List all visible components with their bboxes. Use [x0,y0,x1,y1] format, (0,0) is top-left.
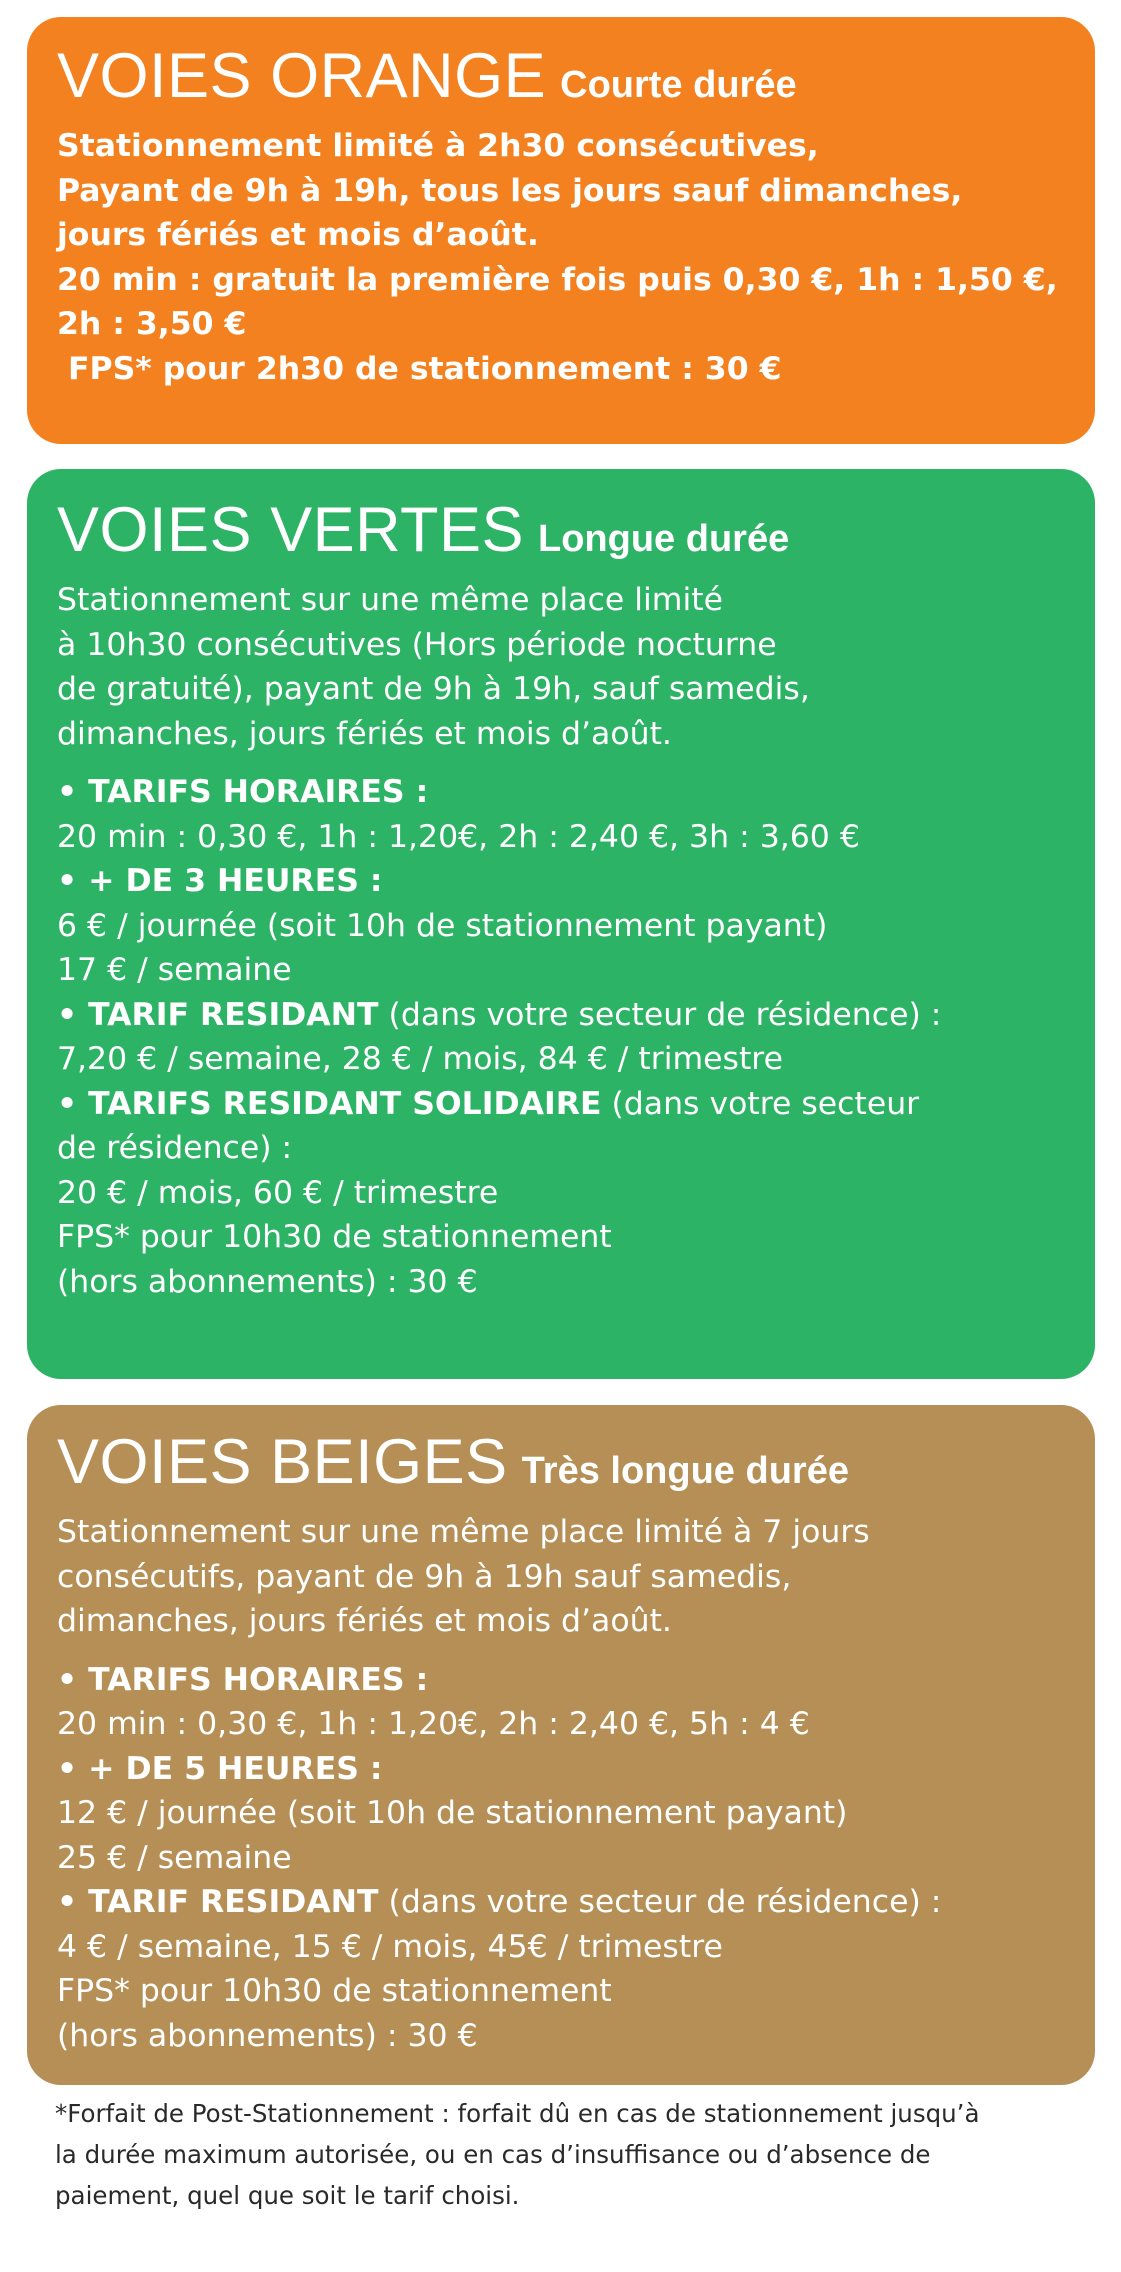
green-plus-jour: 6 € / journée (soit 10h de stationnement payant) [57,907,828,944]
beige-zone-subtitle: Très longue durée [521,1450,849,1492]
green-solidaire-tarifs: 20 € / mois, 60 € / trimestre [57,1174,499,1211]
green-zone-title: VOIES VERTES [57,495,524,565]
green-zone-intro-line: dimanches, jours fériés et mois d’août. [57,715,672,752]
orange-zone-title: VOIES ORANGE [57,41,547,111]
beige-zone-title: VOIES BEIGES [57,1427,508,1497]
orange-zone-heading [57,41,1071,111]
green-solidaire-suffix-2: de résidence) : [57,1130,293,1166]
green-solidaire-label: • TARIFS RESIDANT SOLIDAIRE [57,1085,602,1122]
orange-zone-fps: FPS* pour 2h30 de stationnement : 30 € [57,350,782,387]
beige-zone-card [27,1405,1095,2085]
green-solidaire-suffix: (dans votre secteur [601,1085,920,1122]
green-zone-intro-line: de gratuité), payant de 9h à 19h, sauf samedis, [57,671,810,707]
beige-resident-tarifs: 4 € / semaine, 15 € / mois, 45€ / trimestre [57,1928,723,1965]
orange-zone-line: 20 min : gratuit la première fois puis 0,30 €, 1h : 1,50 €, [57,261,1058,298]
green-fps-line: FPS* pour 10h30 de stationnement [57,1219,612,1255]
green-zone-heading [57,495,1071,565]
green-plus-semaine: 17 € / semaine [57,952,292,988]
beige-zone-intro-line: consécutifs, payant de 9h à 19h sauf samedis, [57,1558,792,1595]
orange-zone-line: jours fériés et mois d’août. [57,217,539,253]
beige-fps-line: FPS* pour 10h30 de stationnement [57,1973,612,2009]
footnote-line: la durée maximum autorisée, ou en cas d’insuffisance ou d’absence de [55,2140,931,2169]
beige-tarifs-horaires-label: • TARIFS HORAIRES : [57,1661,429,1698]
beige-zone-heading [57,1427,1071,1497]
beige-fps-line: (hors abonnements) : 30 € [57,2017,478,2054]
orange-zone-line: Payant de 9h à 19h, tous les jours sauf dimanches, [57,172,963,209]
green-zone-card [27,469,1095,1379]
green-tarifs-horaires-label: • TARIFS HORAIRES : [57,774,429,810]
beige-resident-suffix: (dans votre secteur de résidence) : [378,1884,942,1920]
beige-resident-label: • TARIF RESIDANT [57,1884,379,1920]
green-zone-intro-line: Stationnement sur une même place limité [57,582,723,618]
green-fps-line: (hors abonnements) : 30 € [57,1263,478,1300]
beige-zone-intro-line: dimanches, jours fériés et mois d’août. [57,1603,672,1639]
green-zone-intro-line: à 10h30 consécutives (Hors période nocturne [57,626,777,663]
green-solidaire-heading [57,1082,1071,1127]
beige-plus-heures-label: • + DE 5 HEURES : [57,1750,383,1787]
orange-zone-card [27,17,1095,444]
beige-plus-jour: 12 € / journée (soit 10h de stationnement payant) [57,1795,848,1831]
green-resident-label: • TARIF RESIDANT [57,996,379,1033]
green-tarifs-horaires: 20 min : 0,30 €, 1h : 1,20€, 2h : 2,40 €, 3h : 3,60 € [57,818,860,855]
footnote-line: paiement, quel que soit le tarif choisi. [55,2181,520,2210]
green-zone-subtitle: Longue durée [538,518,790,560]
beige-zone-intro-line: Stationnement sur une même place limité à 7 jours [57,1514,870,1550]
orange-zone-line: 2h : 3,50 € [57,306,247,342]
footnote-line: *Forfait de Post-Stationnement : forfait dû en cas de stationnement jusqu’à [55,2099,980,2128]
fps-footnote [55,2093,1101,2216]
green-resident-tarifs: 7,20 € / semaine, 28 € / mois, 84 € / trimestre [57,1041,783,1077]
beige-resident-heading [57,1880,1071,1925]
beige-tarifs-horaires: 20 min : 0,30 €, 1h : 1,20€, 2h : 2,40 €, 5h : 4 € [57,1706,810,1742]
green-resident-heading [57,993,1071,1038]
green-plus-heures-label: • + DE 3 HEURES : [57,863,383,899]
green-resident-suffix: (dans votre secteur de résidence) : [378,996,942,1033]
orange-zone-line: Stationnement limité à 2h30 consécutives, [57,128,819,164]
beige-plus-semaine: 25 € / semaine [57,1839,292,1876]
orange-zone-subtitle: Courte durée [560,64,797,106]
